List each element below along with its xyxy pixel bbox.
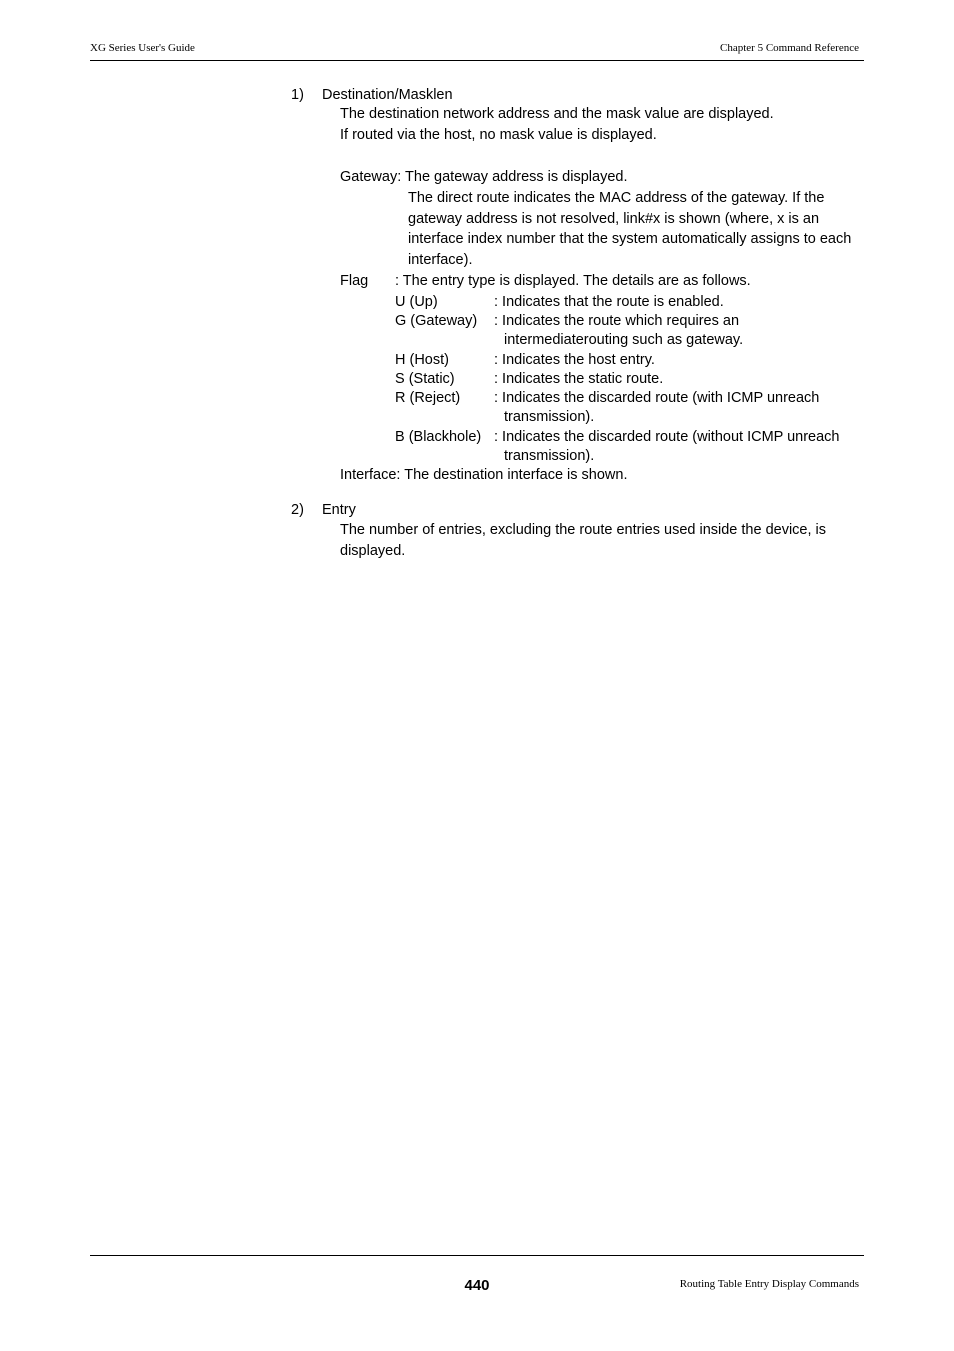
- footer-section-title: Routing Table Entry Display Commands: [679, 1278, 859, 1290]
- running-header-chapter: Chapter 5 Command Reference: [720, 42, 859, 54]
- flag-text: : Indicates the route which requires an: [494, 313, 740, 329]
- item-title: Entry: [322, 502, 356, 518]
- interface-line: Interface: The destination interface is shown.: [340, 467, 628, 483]
- flag-name: G (Gateway): [395, 313, 478, 329]
- flag-text: : Indicates the host entry.: [494, 352, 655, 368]
- paragraph-line: If routed via the host, no mask value is displayed.: [340, 127, 657, 143]
- flag-name: S (Static): [395, 371, 455, 387]
- page-number: 440: [464, 1277, 490, 1294]
- flag-text-continuation: transmission).: [504, 409, 595, 425]
- gateway-heading: Gateway: The gateway address is displayed.: [340, 169, 628, 185]
- footer-rule: [90, 1255, 864, 1256]
- flag-label: Flag: [340, 273, 369, 289]
- flag-text: : Indicates that the route is enabled.: [494, 294, 724, 310]
- item-number: 1): [291, 87, 304, 103]
- flag-text: : Indicates the discarded route (without ICMP unreach: [494, 429, 840, 445]
- flag-text-continuation: intermediaterouting such as gateway.: [504, 332, 744, 348]
- running-header-title: XG Series User's Guide: [90, 42, 195, 54]
- flag-text: : Indicates the discarded route (with ICMP unreach: [494, 390, 820, 406]
- gateway-description: The direct route indicates the MAC address of the gateway. If the gateway address is not resolved, link#x is shown (where, x is an interface index number that the system automatically assigns to each interface).: [408, 190, 852, 269]
- paragraph-line: The destination network address and the mask value are displayed.: [340, 106, 774, 122]
- flag-description: : The entry type is displayed. The details are as follows.: [395, 273, 751, 289]
- flag-name: U (Up): [395, 294, 438, 310]
- item-title: Destination/Masklen: [322, 87, 453, 103]
- flag-text: : Indicates the static route.: [494, 371, 664, 387]
- flag-text-continuation: transmission).: [504, 448, 595, 464]
- item-number: 2): [291, 502, 304, 518]
- flag-name: H (Host): [395, 352, 449, 368]
- entry-description: The number of entries, excluding the route entries used inside the device, is displayed.: [340, 522, 827, 559]
- flag-name: B (Blackhole): [395, 429, 482, 445]
- header-rule: [90, 60, 864, 61]
- flag-name: R (Reject): [395, 390, 461, 406]
